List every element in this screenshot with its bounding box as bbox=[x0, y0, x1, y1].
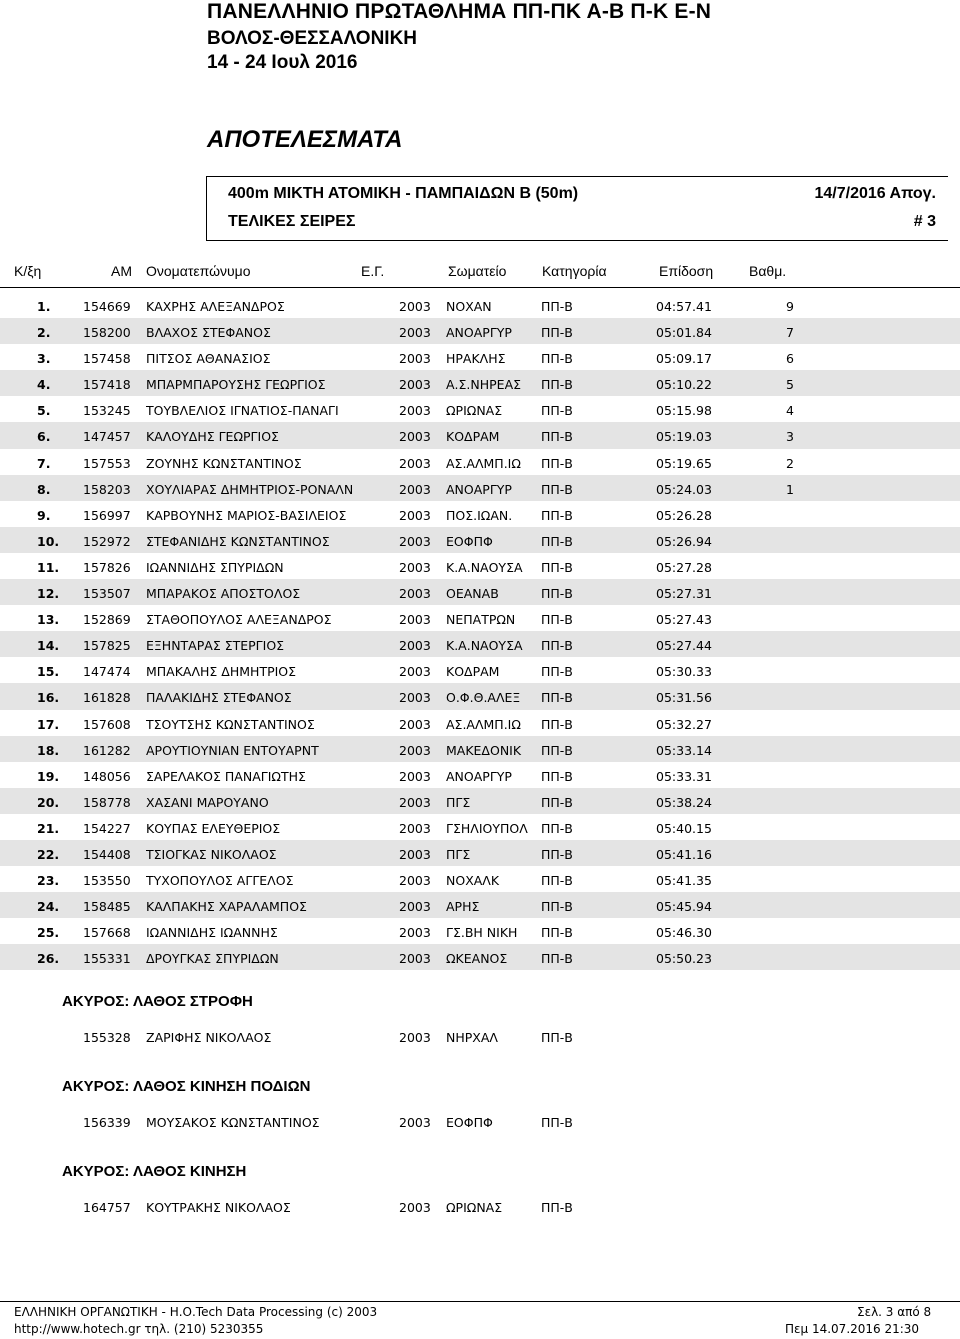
footer-contact: http://www.hotech.gr τηλ. (210) 5230355 bbox=[14, 1322, 264, 1336]
cell-time: 05:46.30 bbox=[656, 925, 712, 941]
event-heat: # 3 bbox=[913, 213, 936, 230]
championship-location: ΒΟΛΟΣ-ΘΕΣΣΑΛΟΝΙΚΗ bbox=[207, 28, 418, 49]
cell-year: 2003 bbox=[399, 325, 431, 341]
cell-id: 153245 bbox=[83, 403, 131, 419]
dq-cell-category: ΠΠ-Β bbox=[541, 1115, 573, 1130]
cell-name: ΖΟΥΝΗΣ ΚΩΝΣΤΑΝΤΙΝΟΣ bbox=[146, 455, 302, 471]
cell-name: ΚΑΡΒΟΥΝΗΣ ΜΑΡΙΟΣ-ΒΑΣΙΛΕΙΟΣ bbox=[146, 507, 347, 523]
table-row bbox=[0, 657, 960, 683]
cell-category: ΠΠ-Β bbox=[541, 899, 573, 915]
cell-category: ΠΠ-Β bbox=[541, 351, 573, 367]
cell-rank: 18. bbox=[37, 742, 60, 758]
cell-category: ΠΠ-Β bbox=[541, 299, 573, 314]
cell-time: 05:19.65 bbox=[656, 455, 712, 471]
table-row bbox=[0, 501, 960, 527]
cell-id: 147474 bbox=[83, 664, 131, 680]
cell-time: 05:19.03 bbox=[656, 429, 712, 445]
cell-rank: 13. bbox=[37, 612, 60, 628]
table-row bbox=[0, 892, 960, 918]
dq-cell-category: ΠΠ-Β bbox=[541, 1030, 573, 1045]
cell-name: ΔΡΟΥΓΚΑΣ ΣΠΥΡΙΔΩΝ bbox=[146, 951, 279, 967]
table-row bbox=[0, 631, 960, 657]
cell-category: ΠΠ-Β bbox=[541, 507, 573, 523]
table-row bbox=[0, 840, 960, 866]
footer-page: Σελ. 3 από 8 bbox=[857, 1305, 932, 1319]
cell-year: 2003 bbox=[399, 716, 431, 732]
table-row bbox=[0, 736, 960, 762]
table-row bbox=[0, 292, 960, 318]
cell-category: ΠΠ-Β bbox=[541, 638, 573, 654]
cell-rank: 20. bbox=[37, 794, 60, 810]
cell-id: 157418 bbox=[83, 377, 131, 393]
cell-name: ΜΠΑΡΑΚΟΣ ΑΠΟΣΤΟΛΟΣ bbox=[146, 586, 301, 602]
cell-time: 05:31.56 bbox=[656, 690, 712, 706]
cell-year: 2003 bbox=[399, 899, 431, 915]
table-row bbox=[0, 918, 960, 944]
cell-id: 157458 bbox=[83, 351, 131, 367]
cell-category: ΠΠ-Β bbox=[541, 794, 573, 810]
dq-cell-id: 156339 bbox=[83, 1115, 131, 1130]
cell-rank: 4. bbox=[37, 377, 51, 393]
cell-rank: 7. bbox=[37, 455, 51, 471]
cell-category: ΠΠ-Β bbox=[541, 533, 573, 549]
cell-time: 05:40.15 bbox=[656, 820, 712, 836]
header-divider bbox=[0, 287, 960, 288]
cell-id: 157826 bbox=[83, 559, 131, 575]
cell-year: 2003 bbox=[399, 768, 431, 784]
table-row bbox=[0, 762, 960, 788]
table-row bbox=[0, 449, 960, 475]
table-row bbox=[0, 396, 960, 422]
cell-category: ΠΠ-Β bbox=[541, 925, 573, 941]
cell-year: 2003 bbox=[399, 403, 431, 419]
cell-time: 05:41.35 bbox=[656, 873, 712, 889]
cell-club: ΗΡΑΚΛΗΣ bbox=[446, 351, 506, 367]
header-year: Ε.Γ. bbox=[361, 263, 385, 279]
cell-club: ΩΚΕΑΝΟΣ bbox=[446, 951, 508, 967]
cell-club: Ο.Φ.Θ.ΑΛΕΞ bbox=[446, 690, 521, 706]
cell-id: 158485 bbox=[83, 899, 131, 915]
cell-points: 3 bbox=[786, 429, 794, 445]
cell-rank: 3. bbox=[37, 351, 51, 367]
cell-rank: 23. bbox=[37, 873, 60, 889]
cell-rank: 21. bbox=[37, 820, 60, 836]
cell-name: ΠΑΛΑΚΙΔΗΣ ΣΤΕΦΑΝΟΣ bbox=[146, 690, 292, 706]
cell-id: 157668 bbox=[83, 925, 131, 941]
cell-time: 05:15.98 bbox=[656, 403, 712, 419]
cell-category: ΠΠ-Β bbox=[541, 325, 573, 341]
header-category: Κατηγορία bbox=[542, 263, 607, 279]
cell-id: 161828 bbox=[83, 690, 131, 706]
header-id: ΑΜ bbox=[111, 263, 132, 279]
cell-id: 147457 bbox=[83, 429, 131, 445]
cell-rank: 8. bbox=[37, 481, 51, 497]
results-heading: ΑΠΟΤΕΛΕΣΜΑΤΑ bbox=[207, 126, 403, 153]
event-date: 14/7/2016 Απογ. bbox=[814, 185, 936, 202]
cell-club: ΩΡΙΩΝΑΣ bbox=[446, 403, 503, 419]
disqualification-reason: ΑΚΥΡΟΣ: ΛΑΘΟΣ ΚΙΝΗΣΗ ΠΟΔΙΩΝ bbox=[62, 1078, 311, 1095]
cell-category: ΠΠ-Β bbox=[541, 664, 573, 680]
cell-year: 2003 bbox=[399, 351, 431, 367]
cell-year: 2003 bbox=[399, 377, 431, 393]
cell-club: ΕΟΦΠΦ bbox=[446, 533, 493, 549]
header-name: Ονοματεπώνυμο bbox=[146, 263, 251, 279]
event-phase: ΤΕΛΙΚΕΣ ΣΕΙΡΕΣ bbox=[228, 213, 356, 230]
cell-time: 05:50.23 bbox=[656, 951, 712, 967]
cell-name: ΒΛΑΧΟΣ ΣΤΕΦΑΝΟΣ bbox=[146, 325, 271, 341]
dq-cell-category: ΠΠ-Β bbox=[541, 1200, 573, 1215]
dq-cell-year: 2003 bbox=[399, 1030, 431, 1045]
cell-name: ΙΩΑΝΝΙΔΗΣ ΣΠΥΡΙΔΩΝ bbox=[146, 559, 284, 575]
cell-id: 148056 bbox=[83, 768, 131, 784]
cell-club: ΓΣΗΛΙΟΥΠΟΛ bbox=[446, 820, 528, 836]
header-rank: Κ/ξη bbox=[14, 263, 42, 279]
table-row bbox=[0, 553, 960, 579]
cell-time: 05:32.27 bbox=[656, 716, 712, 732]
cell-id: 154408 bbox=[83, 846, 131, 862]
cell-year: 2003 bbox=[399, 533, 431, 549]
cell-name: ΑΡΟΥΤΙΟΥΝΙΑΝ ΕΝΤΟΥΑΡΝΤ bbox=[146, 742, 319, 758]
cell-time: 05:10.22 bbox=[656, 377, 712, 393]
championship-dates: 14 - 24 Ιουλ 2016 bbox=[207, 52, 358, 73]
cell-rank: 17. bbox=[37, 716, 60, 732]
cell-id: 154227 bbox=[83, 820, 131, 836]
cell-time: 05:33.31 bbox=[656, 768, 712, 784]
disqualification-reason: ΑΚΥΡΟΣ: ΛΑΘΟΣ ΣΤΡΟΦΗ bbox=[62, 993, 253, 1010]
cell-club: Α.Σ.ΝΗΡΕΑΣ bbox=[446, 377, 522, 393]
cell-category: ΠΠ-Β bbox=[541, 586, 573, 602]
cell-time: 05:09.17 bbox=[656, 351, 712, 367]
cell-name: ΧΑΣΑΝΙ ΜΑΡΟΥΑΝΟ bbox=[146, 794, 269, 810]
cell-category: ΠΠ-Β bbox=[541, 742, 573, 758]
cell-category: ΠΠ-Β bbox=[541, 612, 573, 628]
disqualified-row bbox=[0, 1200, 960, 1220]
cell-club: ΟΕΑΝΑΒ bbox=[446, 586, 499, 602]
cell-rank: 24. bbox=[37, 899, 60, 915]
dq-cell-name: ΖΑΡΙΦΗΣ ΝΙΚΟΛΑΟΣ bbox=[146, 1030, 272, 1045]
cell-club: ΠΓΣ bbox=[446, 846, 471, 862]
cell-name: ΤΣΟΥΤΣΗΣ ΚΩΝΣΤΑΝΤΙΝΟΣ bbox=[146, 716, 315, 732]
cell-club: ΠΟΣ.ΙΩΑΝ. bbox=[446, 507, 513, 523]
cell-category: ΠΠ-Β bbox=[541, 820, 573, 836]
cell-year: 2003 bbox=[399, 951, 431, 967]
table-row bbox=[0, 683, 960, 709]
cell-time: 05:41.16 bbox=[656, 846, 712, 862]
cell-name: ΕΞΗΝΤΑΡΑΣ ΣΤΕΡΓΙΟΣ bbox=[146, 638, 285, 654]
cell-time: 05:27.31 bbox=[656, 586, 712, 602]
dq-cell-club: ΕΟΦΠΦ bbox=[446, 1115, 493, 1130]
cell-name: ΠΙΤΣΟΣ ΑΘΑΝΑΣΙΟΣ bbox=[146, 351, 271, 367]
dq-cell-id: 164757 bbox=[83, 1200, 131, 1215]
cell-rank: 15. bbox=[37, 664, 60, 680]
table-row bbox=[0, 605, 960, 631]
cell-time: 05:01.84 bbox=[656, 325, 712, 341]
cell-category: ΠΠ-Β bbox=[541, 768, 573, 784]
cell-rank: 5. bbox=[37, 403, 51, 419]
cell-name: ΜΠΑΡΜΠΑΡΟΥΣΗΣ ΓΕΩΡΓΙΟΣ bbox=[146, 377, 326, 393]
cell-time: 05:33.14 bbox=[656, 742, 712, 758]
cell-club: ΑΡΗΣ bbox=[446, 899, 480, 915]
cell-club: ΑΝΟΑΡΓΥΡ bbox=[446, 768, 512, 784]
cell-points: 4 bbox=[786, 403, 794, 419]
disqualified-row bbox=[0, 1030, 960, 1050]
cell-name: ΣΤΑΘΟΠΟΥΛΟΣ ΑΛΕΞΑΝΔΡΟΣ bbox=[146, 612, 332, 628]
cell-time: 05:27.44 bbox=[656, 638, 712, 654]
cell-id: 157825 bbox=[83, 638, 131, 654]
footer-printed: Πεμ 14.07.2016 21:30 bbox=[785, 1322, 920, 1336]
cell-club: ΚΟΔΡΑΜ bbox=[446, 664, 500, 680]
cell-points: 9 bbox=[786, 299, 794, 314]
header-club: Σωματείο bbox=[448, 263, 507, 279]
cell-rank: 22. bbox=[37, 846, 60, 862]
cell-year: 2003 bbox=[399, 455, 431, 471]
cell-rank: 16. bbox=[37, 690, 60, 706]
cell-time: 04:57.41 bbox=[656, 299, 712, 314]
cell-rank: 11. bbox=[37, 559, 60, 575]
cell-category: ΠΠ-Β bbox=[541, 377, 573, 393]
cell-name: ΤΟΥΒΛΕΛΙΟΣ ΙΓΝΑΤΙΟΣ-ΠΑΝΑΓΙ bbox=[146, 403, 339, 419]
cell-id: 158200 bbox=[83, 325, 131, 341]
cell-id: 155331 bbox=[83, 951, 131, 967]
cell-club: ΑΣ.ΑΛΜΠ.ΙΩ bbox=[446, 716, 521, 732]
cell-id: 153550 bbox=[83, 873, 131, 889]
cell-rank: 9. bbox=[37, 507, 51, 523]
cell-club: Κ.Α.ΝΑΟΥΣΑ bbox=[446, 559, 523, 575]
cell-name: ΣΑΡΕΛΑΚΟΣ ΠΑΝΑΓΙΩΤΗΣ bbox=[146, 768, 306, 784]
cell-category: ΠΠ-Β bbox=[541, 429, 573, 445]
cell-year: 2003 bbox=[399, 299, 431, 314]
results-table bbox=[0, 292, 960, 970]
cell-time: 05:27.28 bbox=[656, 559, 712, 575]
cell-time: 05:45.94 bbox=[656, 899, 712, 915]
cell-name: ΙΩΑΝΝΙΔΗΣ ΙΩΑΝΝΗΣ bbox=[146, 925, 278, 941]
cell-year: 2003 bbox=[399, 559, 431, 575]
dq-cell-name: ΚΟΥΤΡΑΚΗΣ ΝΙΚΟΛΑΟΣ bbox=[146, 1200, 291, 1215]
cell-id: 158778 bbox=[83, 794, 131, 810]
table-row bbox=[0, 422, 960, 448]
cell-category: ΠΠ-Β bbox=[541, 481, 573, 497]
cell-year: 2003 bbox=[399, 794, 431, 810]
table-row bbox=[0, 475, 960, 501]
cell-year: 2003 bbox=[399, 742, 431, 758]
table-row bbox=[0, 814, 960, 840]
table-row bbox=[0, 866, 960, 892]
cell-rank: 12. bbox=[37, 586, 60, 602]
dq-cell-year: 2003 bbox=[399, 1200, 431, 1215]
cell-club: ΓΣ.ΒΗ ΝΙΚΗ bbox=[446, 925, 518, 941]
dq-cell-year: 2003 bbox=[399, 1115, 431, 1130]
cell-year: 2003 bbox=[399, 507, 431, 523]
event-name: 400m ΜΙΚΤΗ ΑΤΟΜΙΚΗ - ΠΑΜΠΑΙΔΩΝ Β (50m) bbox=[228, 185, 579, 202]
cell-year: 2003 bbox=[399, 612, 431, 628]
cell-points: 1 bbox=[786, 481, 794, 497]
cell-year: 2003 bbox=[399, 586, 431, 602]
cell-year: 2003 bbox=[399, 925, 431, 941]
cell-rank: 10. bbox=[37, 533, 60, 549]
cell-year: 2003 bbox=[399, 846, 431, 862]
cell-time: 05:24.03 bbox=[656, 481, 712, 497]
cell-year: 2003 bbox=[399, 873, 431, 889]
cell-rank: 26. bbox=[37, 951, 60, 967]
cell-name: ΤΣΙΟΓΚΑΣ ΝΙΚΟΛΑΟΣ bbox=[146, 846, 277, 862]
table-row bbox=[0, 318, 960, 344]
table-row bbox=[0, 710, 960, 736]
cell-category: ΠΠ-Β bbox=[541, 846, 573, 862]
cell-points: 5 bbox=[786, 377, 794, 393]
header-points: Βαθμ. bbox=[749, 263, 787, 279]
cell-category: ΠΠ-Β bbox=[541, 455, 573, 471]
cell-category: ΠΠ-Β bbox=[541, 951, 573, 967]
cell-rank: 2. bbox=[37, 325, 51, 341]
footer-org: ΕΛΛΗΝΙΚΗ ΟΡΓΑΝΩΤΙΚΗ - Η.Ο.Tech Data Processing (c) 2003 bbox=[14, 1305, 378, 1319]
dq-cell-club: ΩΡΙΩΝΑΣ bbox=[446, 1200, 503, 1215]
cell-id: 152972 bbox=[83, 533, 131, 549]
cell-time: 05:38.24 bbox=[656, 794, 712, 810]
cell-id: 156997 bbox=[83, 507, 131, 523]
championship-title: ΠΑΝΕΛΛΗΝΙΟ ΠΡΩΤΑΘΛΗΜΑ ΠΠ-ΠΚ Α-Β Π-Κ Ε-Ν bbox=[207, 0, 712, 23]
cell-id: 161282 bbox=[83, 742, 131, 758]
table-row bbox=[0, 579, 960, 605]
cell-club: Κ.Α.ΝΑΟΥΣΑ bbox=[446, 638, 523, 654]
table-row bbox=[0, 344, 960, 370]
cell-category: ΠΠ-Β bbox=[541, 559, 573, 575]
cell-time: 05:26.28 bbox=[656, 507, 712, 523]
cell-club: ΠΓΣ bbox=[446, 794, 471, 810]
cell-id: 153507 bbox=[83, 586, 131, 602]
cell-club: ΚΟΔΡΑΜ bbox=[446, 429, 500, 445]
table-row bbox=[0, 370, 960, 396]
cell-year: 2003 bbox=[399, 664, 431, 680]
table-row bbox=[0, 944, 960, 970]
cell-name: ΤΥΧΟΠΟΥΛΟΣ ΑΓΓΕΛΟΣ bbox=[146, 873, 294, 889]
cell-category: ΠΠ-Β bbox=[541, 690, 573, 706]
cell-rank: 1. bbox=[37, 299, 51, 314]
dq-cell-club: ΝΗΡΧΑΛ bbox=[446, 1030, 498, 1045]
dq-cell-id: 155328 bbox=[83, 1030, 131, 1045]
cell-name: ΚΟΥΠΑΣ ΕΛΕΥΘΕΡΙΟΣ bbox=[146, 820, 281, 836]
cell-year: 2003 bbox=[399, 429, 431, 445]
cell-rank: 25. bbox=[37, 925, 60, 941]
dq-cell-name: ΜΟΥΣΑΚΟΣ ΚΩΝΣΤΑΝΤΙΝΟΣ bbox=[146, 1115, 320, 1130]
cell-club: ΝΟΧΑΝ bbox=[446, 299, 492, 314]
cell-name: ΚΑΛΠΑΚΗΣ ΧΑΡΑΛΑΜΠΟΣ bbox=[146, 899, 307, 915]
cell-category: ΠΠ-Β bbox=[541, 716, 573, 732]
cell-points: 2 bbox=[786, 455, 794, 471]
footer-divider bbox=[0, 1301, 960, 1302]
cell-rank: 6. bbox=[37, 429, 51, 445]
cell-name: ΧΟΥΛΙΑΡΑΣ ΔΗΜΗΤΡΙΟΣ-ΡΟΝΑΛΝ bbox=[146, 481, 354, 497]
cell-category: ΠΠ-Β bbox=[541, 873, 573, 889]
cell-year: 2003 bbox=[399, 820, 431, 836]
cell-id: 154669 bbox=[83, 299, 131, 314]
cell-time: 05:30.33 bbox=[656, 664, 712, 680]
cell-club: ΜΑΚΕΔΟΝΙΚ bbox=[446, 742, 522, 758]
disqualification-reason: ΑΚΥΡΟΣ: ΛΑΘΟΣ ΚΙΝΗΣΗ bbox=[62, 1163, 247, 1180]
cell-time: 05:27.43 bbox=[656, 612, 712, 628]
cell-name: ΣΤΕΦΑΝΙΔΗΣ ΚΩΝΣΤΑΝΤΙΝΟΣ bbox=[146, 533, 330, 549]
cell-points: 7 bbox=[786, 325, 794, 341]
cell-club: ΑΝΟΑΡΓΥΡ bbox=[446, 325, 512, 341]
cell-time: 05:26.94 bbox=[656, 533, 712, 549]
cell-year: 2003 bbox=[399, 481, 431, 497]
table-row bbox=[0, 527, 960, 553]
column-headers bbox=[0, 263, 960, 283]
cell-club: ΑΣ.ΑΛΜΠ.ΙΩ bbox=[446, 455, 521, 471]
cell-rank: 19. bbox=[37, 768, 60, 784]
table-row bbox=[0, 788, 960, 814]
cell-club: ΝΕΠΑΤΡΩΝ bbox=[446, 612, 516, 628]
cell-id: 152869 bbox=[83, 612, 131, 628]
cell-points: 6 bbox=[786, 351, 794, 367]
disqualified-row bbox=[0, 1115, 960, 1135]
header-time: Επίδοση bbox=[659, 263, 714, 279]
cell-year: 2003 bbox=[399, 690, 431, 706]
cell-year: 2003 bbox=[399, 638, 431, 654]
cell-rank: 14. bbox=[37, 638, 60, 654]
cell-category: ΠΠ-Β bbox=[541, 403, 573, 419]
cell-name: ΚΑΛΟΥΔΗΣ ΓΕΩΡΓΙΟΣ bbox=[146, 429, 279, 445]
cell-id: 157553 bbox=[83, 455, 131, 471]
cell-club: ΑΝΟΑΡΓΥΡ bbox=[446, 481, 512, 497]
cell-name: ΚΑΧΡΗΣ ΑΛΕΞΑΝΔΡΟΣ bbox=[146, 299, 285, 314]
cell-id: 157608 bbox=[83, 716, 131, 732]
cell-name: ΜΠΑΚΑΛΗΣ ΔΗΜΗΤΡΙΟΣ bbox=[146, 664, 297, 680]
cell-id: 158203 bbox=[83, 481, 131, 497]
cell-club: ΝΟΧΑΛΚ bbox=[446, 873, 500, 889]
